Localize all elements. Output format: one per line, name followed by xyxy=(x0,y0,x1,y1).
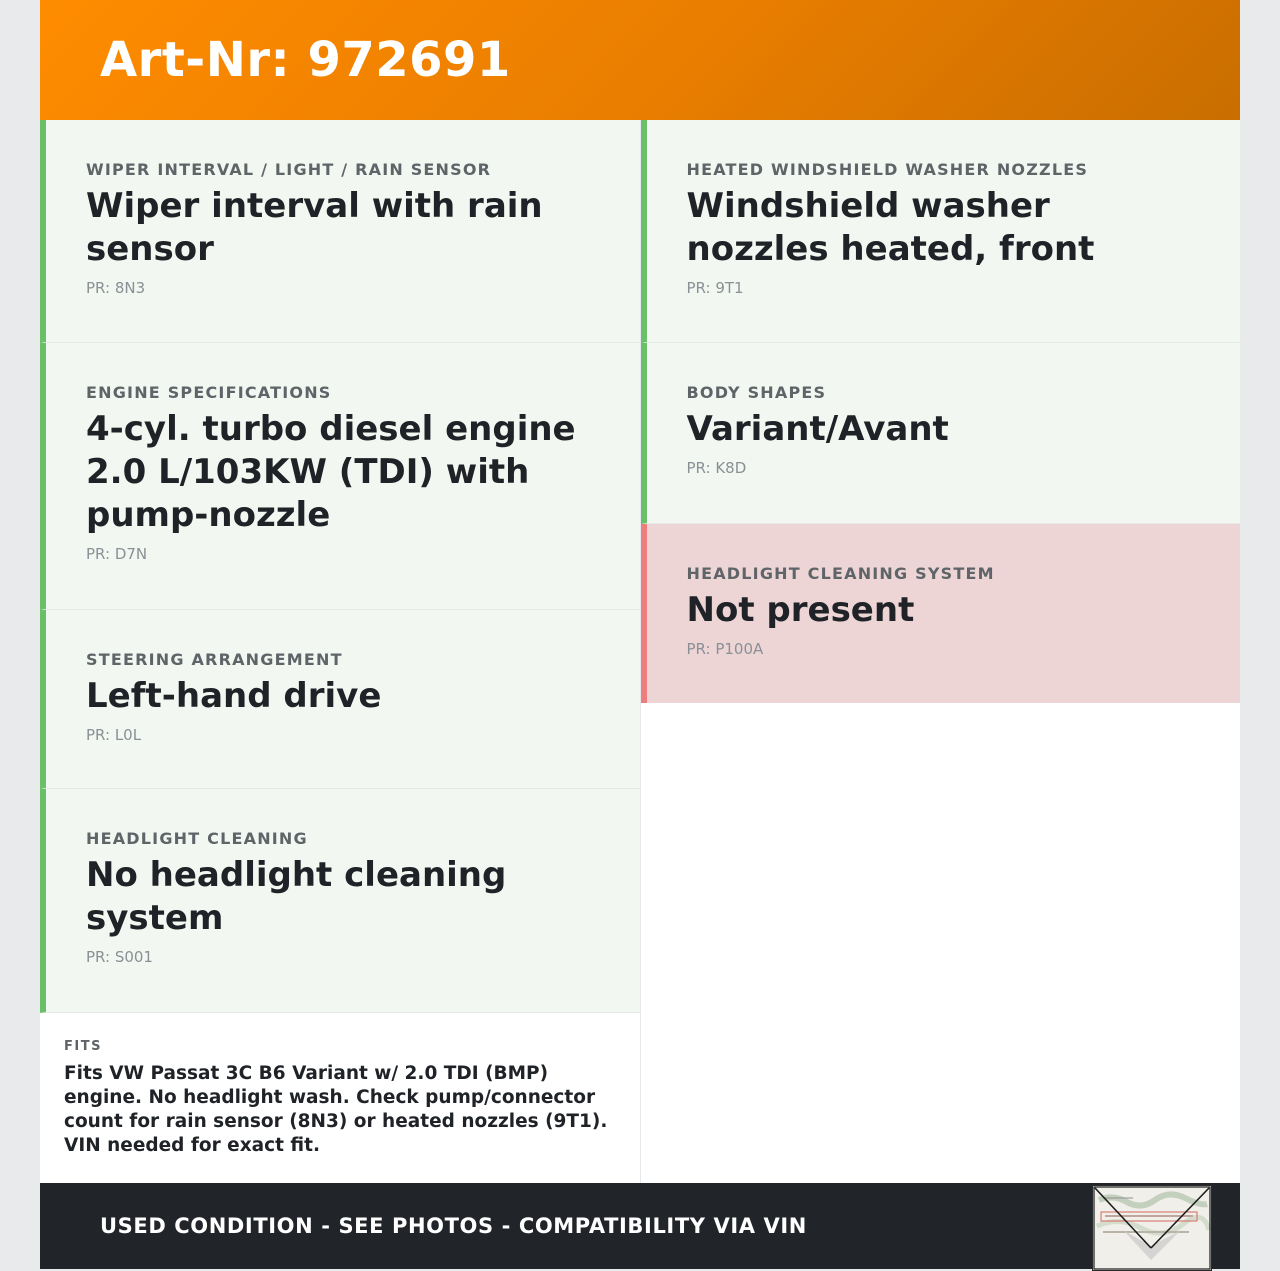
spec-sheet xyxy=(40,0,1240,1269)
spec-card-wiper xyxy=(40,120,640,343)
fits-section xyxy=(40,1013,640,1183)
right-column xyxy=(641,120,1241,1183)
spec-label: HEATED WINDSHIELD WASHER NOZZLES xyxy=(686,160,1089,179)
spec-label: HEADLIGHT CLEANING SYSTEM xyxy=(686,564,995,583)
spec-card-engine xyxy=(40,343,640,610)
spec-pr-code: PR: L0L xyxy=(86,725,142,744)
spec-value: Not present xyxy=(686,590,915,630)
spec-pr-code: PR: D7N xyxy=(86,544,148,563)
fits-label: FITS xyxy=(64,1039,102,1055)
spec-grid xyxy=(40,120,1240,1183)
label-sticker-photo-icon xyxy=(1093,1186,1211,1270)
spec-value: No headlight cleaning system xyxy=(86,855,507,939)
article-number-title: Art-Nr: 972691 xyxy=(100,32,511,88)
spec-card-steering xyxy=(40,610,640,790)
spec-label: STEERING ARRANGEMENT xyxy=(86,649,343,669)
spec-pr-code: PR: S001 xyxy=(86,948,153,967)
spec-card-washer-nozzles xyxy=(641,120,1241,343)
spec-card-body-shape xyxy=(641,343,1241,524)
spec-value: Wiper interval with rain sensor xyxy=(86,186,543,269)
fits-text: Fits VW Passat 3C B6 Variant w/ 2.0 TDI (BMP) engine. No headlight wash. Check pump/connector count for rain sensor (8N3) or heated nozzles (9T1). VIN needed for exact fit. xyxy=(64,1063,608,1157)
spec-value: Left-hand drive xyxy=(86,675,382,716)
spec-pr-code: PR: 8N3 xyxy=(86,279,146,297)
condition-notice: USED CONDITION - SEE PHOTOS - COMPATIBILITY VIA VIN xyxy=(100,1214,807,1238)
footer-bar xyxy=(40,1183,1240,1269)
spec-value: 4-cyl. turbo diesel engine 2.0 L/103KW (TDI) with pump-nozzle xyxy=(86,408,576,535)
spec-label: ENGINE SPECIFICATIONS xyxy=(86,382,332,402)
spec-pr-code: PR: K8D xyxy=(686,459,747,477)
spec-label: BODY SHAPES xyxy=(686,383,827,402)
header xyxy=(40,0,1240,120)
left-column xyxy=(40,120,641,1183)
spec-card-headlight-cleaning xyxy=(40,789,640,1013)
spec-value: Variant/Avant xyxy=(686,409,949,449)
spec-value: Windshield washer nozzles heated, front xyxy=(686,186,1095,269)
spec-pr-code: PR: 9T1 xyxy=(686,279,744,297)
spec-label: HEADLIGHT CLEANING xyxy=(86,829,308,849)
spec-card-headlight-cleaning-system xyxy=(641,524,1241,703)
product-photo-thumbnail[interactable] xyxy=(1092,1185,1212,1271)
spec-pr-code: PR: P100A xyxy=(686,640,764,658)
spec-label: WIPER INTERVAL / LIGHT / RAIN SENSOR xyxy=(86,160,492,179)
